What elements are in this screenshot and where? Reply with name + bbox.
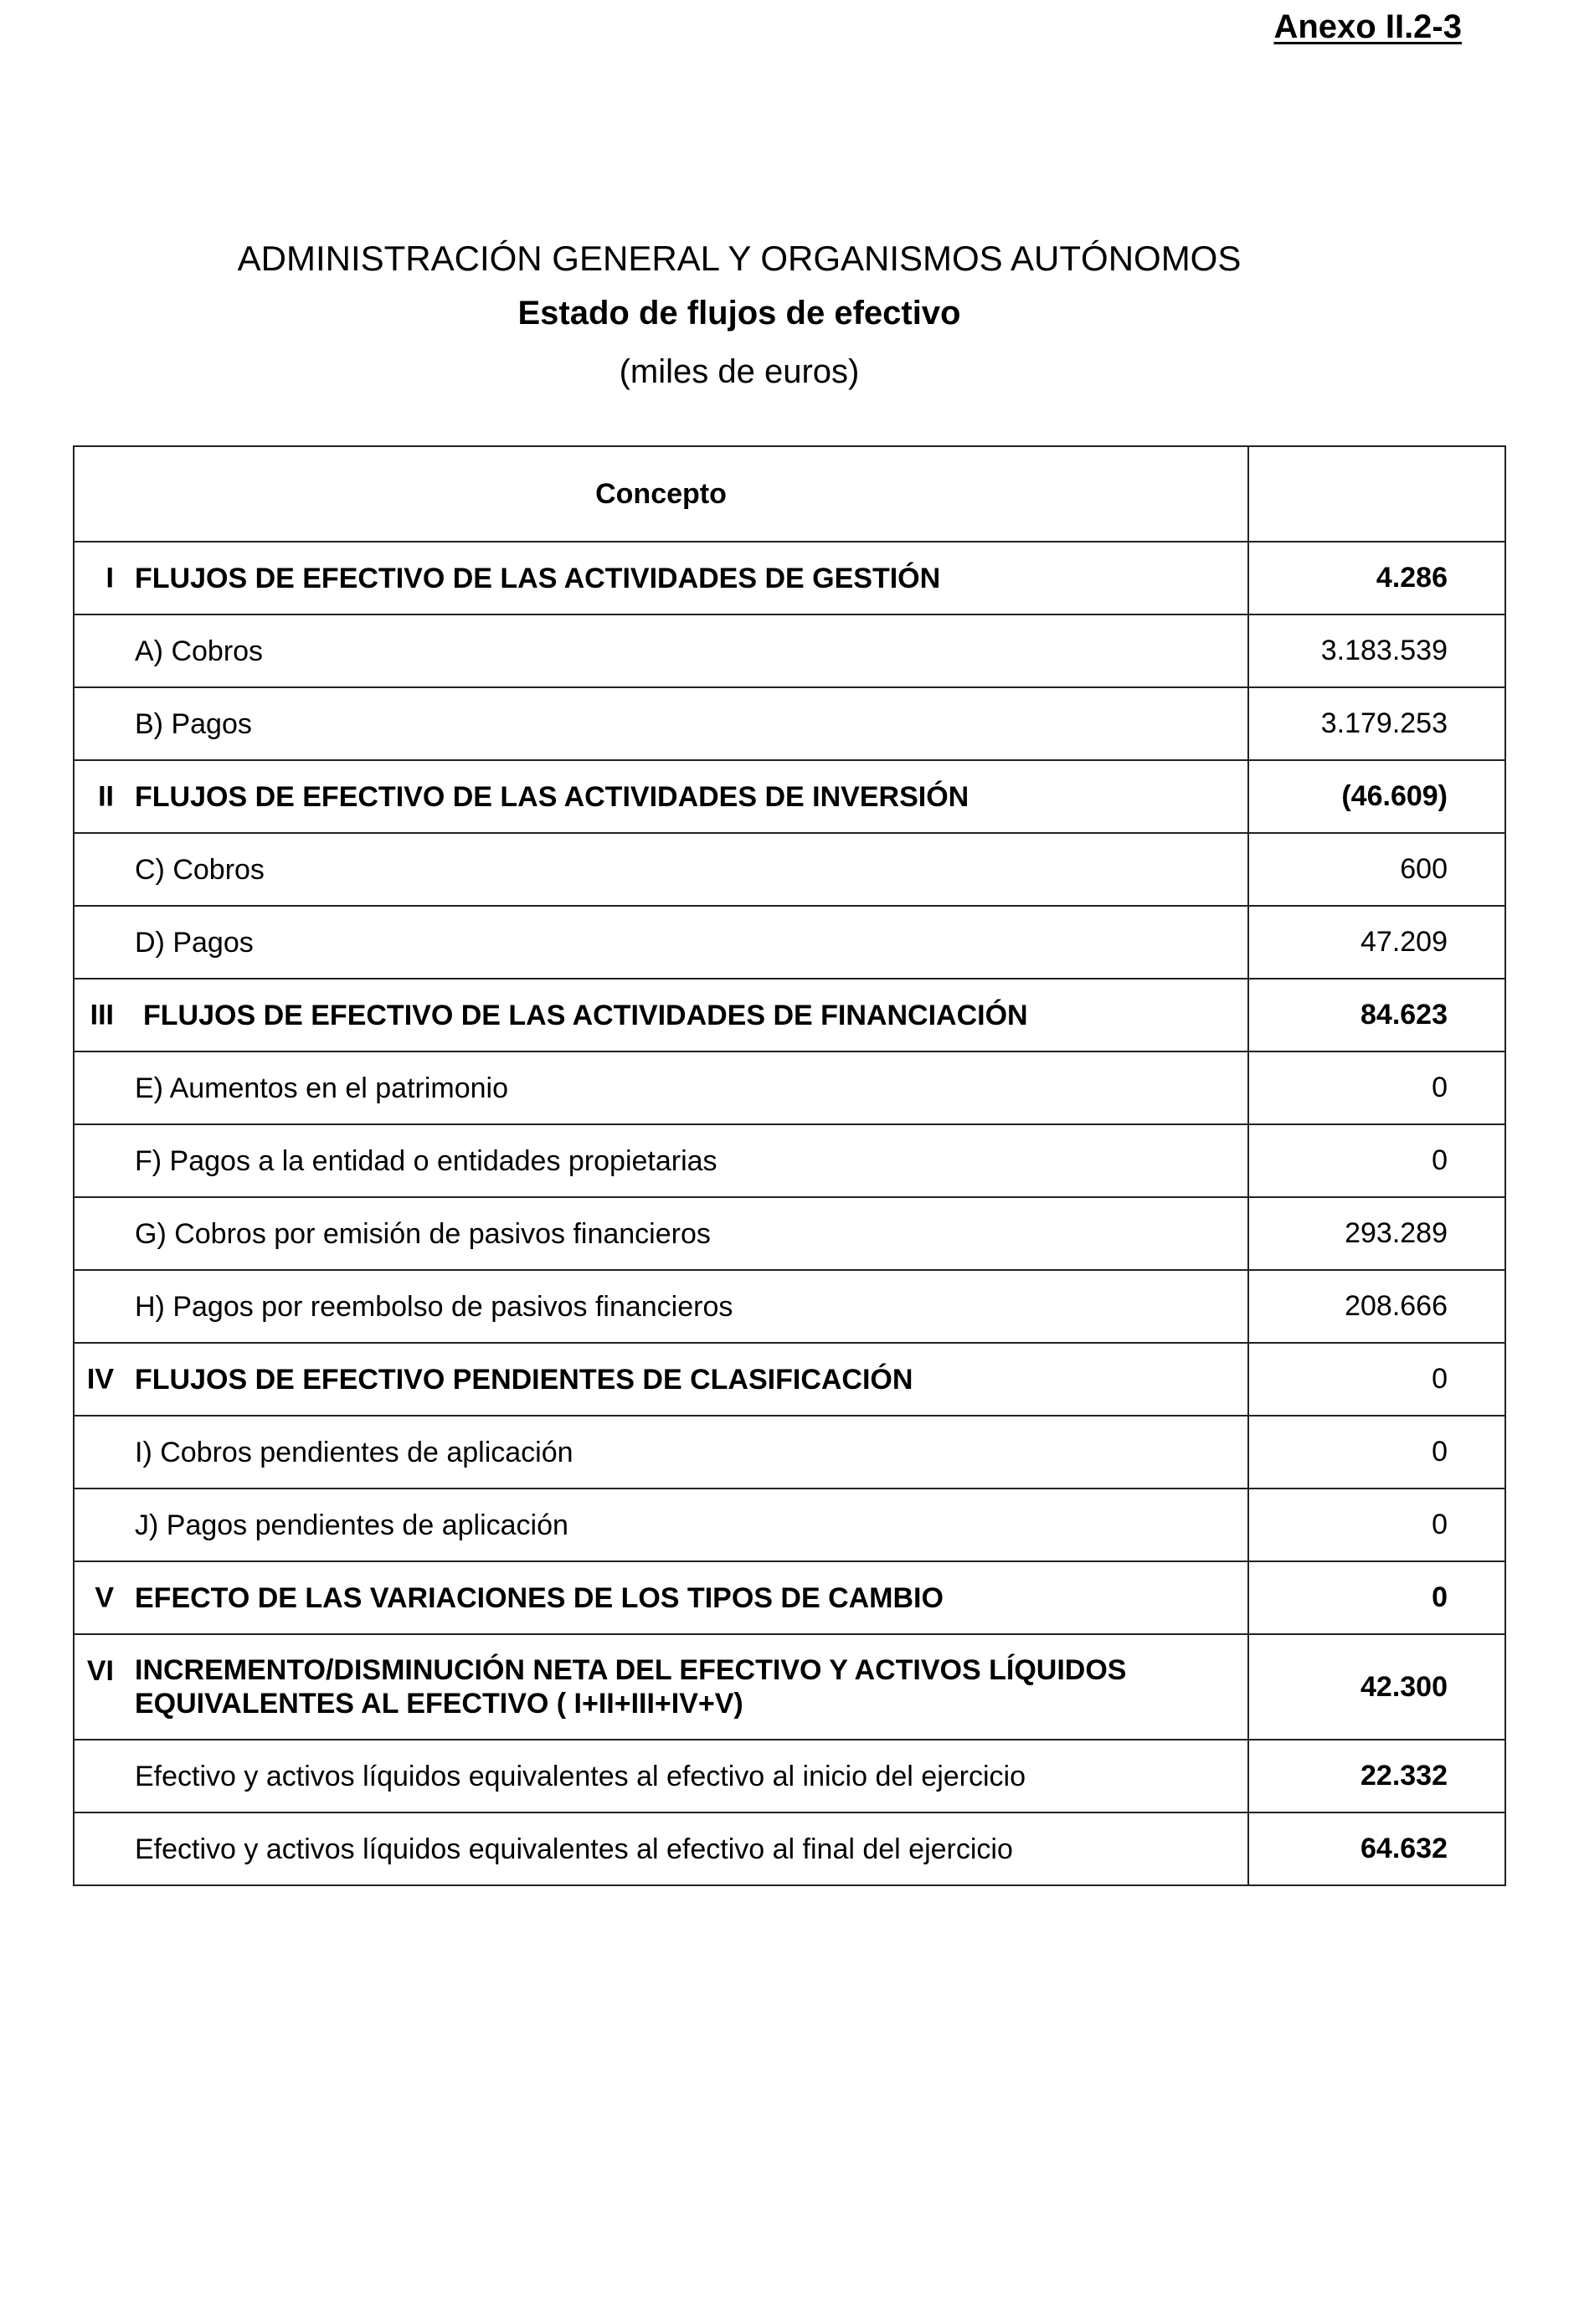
row-label: EFECTO DE LAS VARIACIONES DE LOS TIPOS DE CAMBIO (135, 1581, 944, 1614)
row-value: 208.666 (1248, 1270, 1505, 1343)
concept-cell (74, 1416, 1248, 1488)
concept-cell (74, 1343, 1248, 1416)
row-value: 0 (1248, 1124, 1505, 1197)
concept-cell (74, 1634, 1248, 1740)
table-row (74, 1343, 1505, 1416)
cash-flow-table (73, 445, 1506, 1886)
row-label: A) Cobros (135, 635, 264, 667)
row-label: FLUJOS DE EFECTIVO PENDIENTES DE CLASIFICACIÓN (135, 1363, 913, 1396)
concept-cell (74, 614, 1248, 687)
table-row (74, 1416, 1505, 1488)
table-row (74, 1051, 1505, 1124)
table-row (74, 1270, 1505, 1343)
row-value: 0 (1248, 1051, 1505, 1124)
row-label: FLUJOS DE EFECTIVO DE LAS ACTIVIDADES DE INVERSIÓN (135, 780, 970, 813)
column-header-concept: Concepto (74, 446, 1248, 542)
report-units: (miles de euros) (619, 353, 860, 390)
concept-cell (74, 542, 1248, 614)
row-label: E) Aumentos en el patrimonio (135, 1072, 509, 1104)
row-value: 600 (1248, 833, 1505, 906)
table-row (74, 1740, 1505, 1812)
table-row (74, 1124, 1505, 1197)
row-label: Efectivo y activos líquidos equivalentes al efectivo al final del ejercicio (135, 1833, 1013, 1865)
concept-cell (74, 1561, 1248, 1634)
table-row (74, 1197, 1505, 1270)
row-value: 0 (1248, 1416, 1505, 1488)
annex-label: Anexo II.2-3 (1273, 8, 1462, 45)
row-value: 293.289 (1248, 1197, 1505, 1270)
row-label: FLUJOS DE EFECTIVO DE LAS ACTIVIDADES DE FINANCIACIÓN (143, 999, 1028, 1031)
row-numeral: VI (86, 1655, 114, 1687)
table-row (74, 1488, 1505, 1561)
concept-cell (74, 1051, 1248, 1124)
row-label: F) Pagos a la entidad o entidades propietarias (135, 1144, 717, 1177)
row-value: 64.632 (1248, 1812, 1505, 1885)
row-numeral: III (90, 999, 114, 1031)
table-row (74, 1634, 1505, 1740)
concept-cell (74, 833, 1248, 906)
row-label: G) Cobros por emisión de pasivos financieros (135, 1217, 711, 1250)
row-value: 3.179.253 (1248, 687, 1505, 760)
row-label: D) Pagos (135, 926, 254, 959)
report-title: ADMINISTRACIÓN GENERAL Y ORGANISMOS AUTÓNOMOS (237, 239, 1242, 278)
row-numeral: I (105, 562, 114, 594)
row-value: 4.286 (1248, 542, 1505, 614)
table-row (74, 614, 1505, 687)
row-label: Efectivo y activos líquidos equivalentes al efectivo al inicio del ejercicio (135, 1760, 1026, 1792)
row-label: B) Pagos (135, 707, 252, 740)
row-value: 0 (1248, 1488, 1505, 1561)
table-row (74, 542, 1505, 614)
row-value: 3.183.539 (1248, 614, 1505, 687)
concept-cell (74, 1812, 1248, 1885)
concept-cell (74, 1740, 1248, 1812)
table-row (74, 1812, 1505, 1885)
concept-cell (74, 687, 1248, 760)
row-numeral: V (95, 1581, 114, 1613)
table-row (74, 760, 1505, 833)
row-label: H) Pagos por reembolso de pasivos financieros (135, 1290, 733, 1323)
table-row (74, 687, 1505, 760)
concept-cell (74, 1124, 1248, 1197)
row-numeral: IV (86, 1363, 114, 1395)
concept-cell (74, 906, 1248, 979)
row-value: 22.332 (1248, 1740, 1505, 1812)
table-header-row (74, 446, 1505, 542)
row-numeral: II (98, 780, 114, 812)
row-label: J) Pagos pendientes de aplicación (135, 1509, 568, 1541)
concept-cell (74, 1197, 1248, 1270)
table-row (74, 906, 1505, 979)
table-row (74, 979, 1505, 1051)
column-header-value (1248, 446, 1505, 542)
concept-cell (74, 1488, 1248, 1561)
concept-cell (74, 760, 1248, 833)
row-label: FLUJOS DE EFECTIVO DE LAS ACTIVIDADES DE GESTIÓN (135, 562, 941, 594)
row-value: 84.623 (1248, 979, 1505, 1051)
row-value: 0 (1248, 1343, 1505, 1416)
table-row (74, 833, 1505, 906)
row-label: C) Cobros (135, 853, 265, 886)
row-value: (46.609) (1248, 760, 1505, 833)
row-label: INCREMENTO/DISMINUCIÓN NETA DEL EFECTIVO Y ACTIVOS LÍQUIDOS EQUIVALENTES AL EFECTIVO ( I+II+III+IV+V) (135, 1654, 1127, 1720)
row-label: I) Cobros pendientes de aplicación (135, 1436, 573, 1468)
row-value: 47.209 (1248, 906, 1505, 979)
table-row (74, 1561, 1505, 1634)
concept-cell (74, 1270, 1248, 1343)
report-subtitle: Estado de flujos de efectivo (517, 295, 961, 332)
row-value: 42.300 (1248, 1634, 1505, 1740)
concept-cell (74, 979, 1248, 1051)
row-value: 0 (1248, 1561, 1505, 1634)
